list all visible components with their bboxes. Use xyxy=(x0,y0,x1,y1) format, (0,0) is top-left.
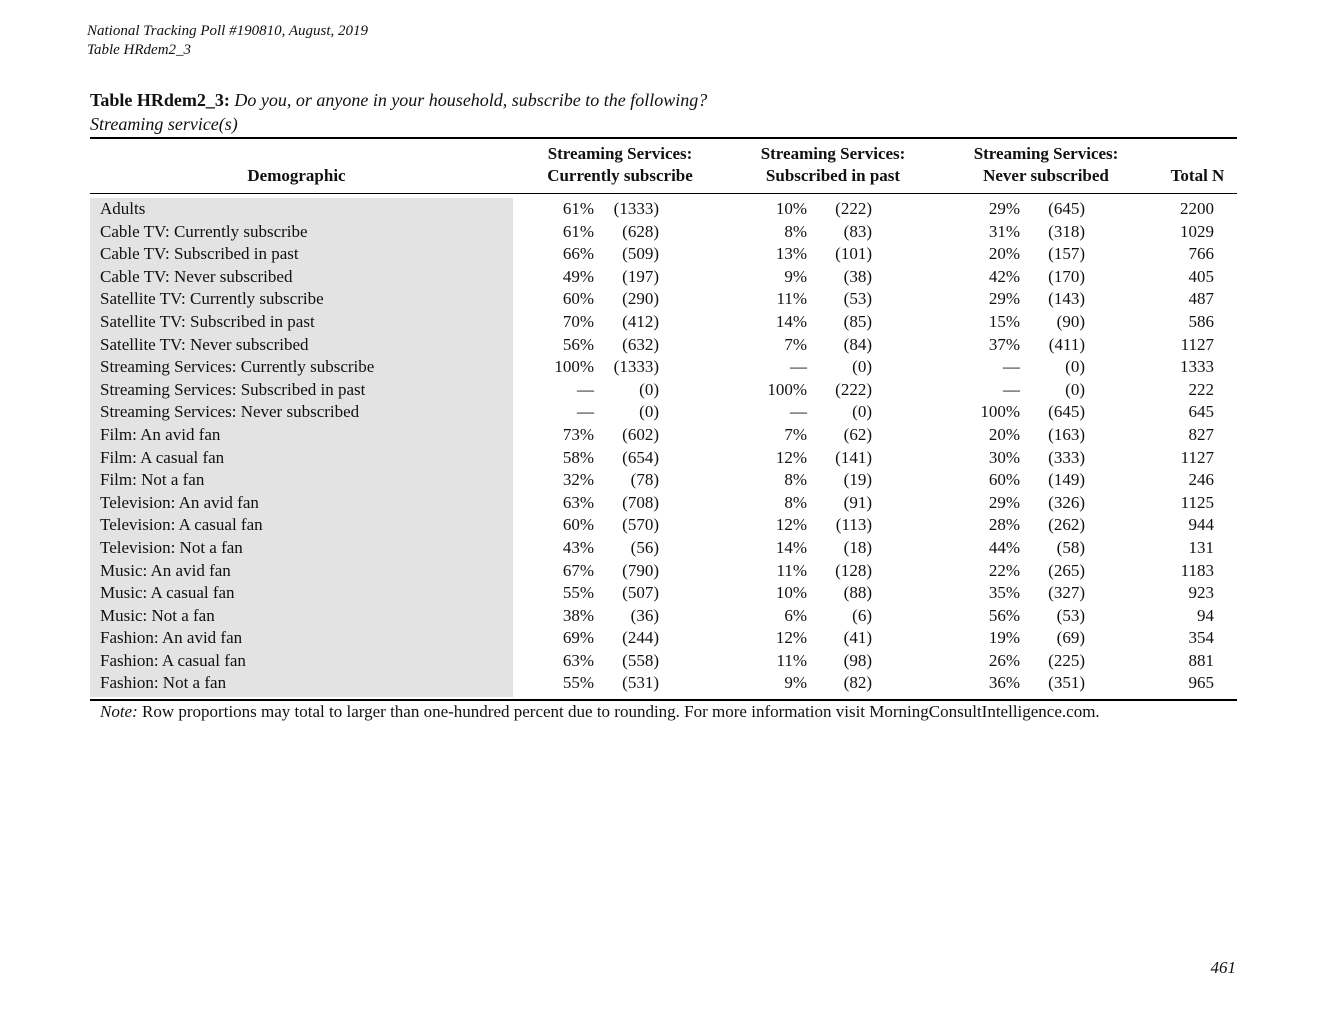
row-label: Cable TV: Never subscribed xyxy=(100,266,293,286)
cell-currently-n: (56) xyxy=(630,537,659,557)
cell-total-n: 766 xyxy=(1188,244,1214,264)
poll-title: National Tracking Poll #190810, August, 2019 xyxy=(87,23,368,39)
table-row xyxy=(90,243,1237,266)
cell-never-pct: 36% xyxy=(988,673,1020,693)
cell-past-n: (82) xyxy=(843,673,872,693)
cell-past-pct: — xyxy=(790,402,807,422)
cell-total-n: 1125 xyxy=(1180,492,1214,512)
cell-currently-pct: 55% xyxy=(562,673,594,693)
cell-currently-pct: 55% xyxy=(562,583,594,603)
cell-past-n: (41) xyxy=(843,628,872,648)
cell-past-pct: 7% xyxy=(784,424,807,444)
cell-never-n: (411) xyxy=(1048,334,1085,354)
cell-total-n: 246 xyxy=(1188,470,1214,490)
cell-past-n: (84) xyxy=(843,334,872,354)
cell-past-n: (222) xyxy=(835,379,872,399)
cell-past-pct: 8% xyxy=(784,470,807,490)
cell-never-pct: 20% xyxy=(988,244,1020,264)
table-row xyxy=(90,401,1237,424)
cell-currently-pct: 69% xyxy=(562,628,594,648)
col-header-currently-subscribe: Streaming Services: Currently subscribe xyxy=(547,144,693,185)
cell-past-n: (88) xyxy=(843,583,872,603)
cell-past-n: (113) xyxy=(835,515,872,535)
page-number: 461 xyxy=(1210,958,1236,977)
cell-past-pct: 12% xyxy=(775,447,807,467)
col-header-demographic: Demographic xyxy=(247,166,346,185)
col-header-subscribed-in-past: Streaming Services: Subscribed in past xyxy=(760,144,906,185)
row-label: Streaming Services: Never subscribed xyxy=(100,402,360,422)
table-row xyxy=(90,537,1237,560)
cell-past-n: (101) xyxy=(835,244,872,264)
cell-never-n: (262) xyxy=(1048,515,1085,535)
table-top-rule xyxy=(90,137,1237,139)
cell-never-pct: — xyxy=(1003,357,1020,377)
cell-past-n: (53) xyxy=(843,289,872,309)
cell-currently-n: (1333) xyxy=(613,357,659,377)
cell-currently-n: (36) xyxy=(630,605,659,625)
table-row xyxy=(90,447,1237,470)
cell-currently-n: (197) xyxy=(622,266,659,286)
table-row xyxy=(90,582,1237,605)
cell-never-n: (170) xyxy=(1048,266,1085,286)
cell-currently-pct: 66% xyxy=(562,244,594,264)
cell-currently-n: (654) xyxy=(622,447,659,467)
cell-total-n: 405 xyxy=(1188,266,1214,286)
row-label: Satellite TV: Never subscribed xyxy=(100,334,309,354)
note-text: Row proportions may total to larger than one-hundred percent due to rounding. For more information visit MorningConsultIntelligence.com. xyxy=(142,702,1100,721)
cell-past-pct: 10% xyxy=(775,199,807,218)
cell-past-n: (62) xyxy=(843,424,872,444)
table-row xyxy=(90,627,1237,650)
caption-subtitle: Streaming service(s) xyxy=(90,114,238,134)
cell-never-pct: 29% xyxy=(988,199,1020,218)
table-row xyxy=(90,266,1237,289)
cell-past-n: (18) xyxy=(843,537,872,557)
cell-never-pct: 29% xyxy=(988,289,1020,309)
row-label: Music: A casual fan xyxy=(100,583,235,603)
cell-never-pct: 60% xyxy=(988,470,1020,490)
cell-past-pct: 8% xyxy=(784,492,807,512)
cell-currently-pct: 56% xyxy=(562,334,594,354)
cell-past-n: (0) xyxy=(852,357,872,377)
row-label: Film: Not a fan xyxy=(100,470,205,490)
table-row xyxy=(90,469,1237,492)
cell-past-pct: 14% xyxy=(775,311,807,331)
cell-past-pct: 14% xyxy=(775,537,807,557)
cell-currently-n: (570) xyxy=(622,515,659,535)
cell-currently-pct: 67% xyxy=(562,560,594,580)
cell-currently-n: (632) xyxy=(622,334,659,354)
cell-past-n: (19) xyxy=(843,470,872,490)
cell-currently-pct: 60% xyxy=(562,515,594,535)
cell-never-pct: 44% xyxy=(988,537,1020,557)
cell-total-n: 586 xyxy=(1188,311,1214,331)
cell-total-n: 965 xyxy=(1188,673,1214,693)
cell-currently-n: (558) xyxy=(622,650,659,670)
table-row xyxy=(90,356,1237,379)
table-note xyxy=(100,701,1100,723)
row-label: Film: A casual fan xyxy=(100,447,225,467)
cell-never-pct: 20% xyxy=(988,424,1020,444)
row-label: Film: An avid fan xyxy=(100,424,221,444)
cell-never-pct: 15% xyxy=(988,311,1020,331)
cell-never-pct: 100% xyxy=(980,402,1020,422)
cell-total-n: 354 xyxy=(1188,628,1214,648)
cell-past-pct: 100% xyxy=(767,379,807,399)
cell-currently-pct: — xyxy=(577,402,594,422)
cell-past-pct: 6% xyxy=(784,605,807,625)
cell-currently-pct: 73% xyxy=(562,424,594,444)
cell-never-n: (225) xyxy=(1048,650,1085,670)
cell-past-n: (98) xyxy=(843,650,872,670)
row-label: Music: An avid fan xyxy=(100,560,231,580)
cell-never-n: (265) xyxy=(1048,560,1085,580)
cell-never-n: (645) xyxy=(1048,402,1085,422)
table-row xyxy=(90,605,1237,628)
header-rule xyxy=(90,193,1237,194)
cell-never-pct: 19% xyxy=(988,628,1020,648)
table-row xyxy=(90,424,1237,447)
cell-past-n: (0) xyxy=(852,402,872,422)
row-label: Satellite TV: Subscribed in past xyxy=(100,311,315,331)
cell-currently-pct: 32% xyxy=(562,470,594,490)
cell-never-pct: 42% xyxy=(988,266,1020,286)
caption-label: Table HRdem2_3: xyxy=(90,90,230,110)
cell-never-pct: 30% xyxy=(988,447,1020,467)
table-row xyxy=(90,492,1237,515)
table-row xyxy=(90,311,1237,334)
cell-never-pct: 31% xyxy=(988,221,1020,241)
cell-currently-pct: 58% xyxy=(562,447,594,467)
cell-past-pct: 8% xyxy=(784,221,807,241)
table-body xyxy=(90,198,1237,695)
cell-total-n: 2200 xyxy=(1180,199,1214,218)
cell-total-n: 94 xyxy=(1197,605,1214,625)
col-header-total-n: Total N xyxy=(1170,166,1225,185)
cell-never-n: (0) xyxy=(1065,357,1085,377)
table-row xyxy=(90,379,1237,402)
cell-never-pct: 56% xyxy=(988,605,1020,625)
cell-currently-pct: 63% xyxy=(562,650,594,670)
page-header xyxy=(87,22,368,60)
cell-currently-n: (412) xyxy=(622,311,659,331)
cell-never-n: (149) xyxy=(1048,470,1085,490)
cell-past-pct: 11% xyxy=(776,289,807,309)
cell-past-pct: 11% xyxy=(776,650,807,670)
cell-currently-n: (0) xyxy=(639,402,659,422)
cell-currently-pct: 61% xyxy=(562,199,594,218)
table-row xyxy=(90,650,1237,673)
cell-currently-pct: — xyxy=(577,379,594,399)
cell-currently-pct: 63% xyxy=(562,492,594,512)
cell-currently-n: (509) xyxy=(622,244,659,264)
cell-past-n: (128) xyxy=(835,560,872,580)
cell-past-pct: 12% xyxy=(775,628,807,648)
cell-past-n: (85) xyxy=(843,311,872,331)
cell-currently-pct: 61% xyxy=(562,221,594,241)
cell-past-pct: 13% xyxy=(775,244,807,264)
cell-total-n: 881 xyxy=(1188,650,1214,670)
cell-total-n: 645 xyxy=(1188,402,1214,422)
table-row xyxy=(90,672,1237,695)
row-label: Satellite TV: Currently subscribe xyxy=(100,289,324,309)
col-header-never-subscribed: Streaming Services: Never subscribed xyxy=(973,144,1119,185)
cell-past-pct: 9% xyxy=(784,266,807,286)
row-label: Fashion: A casual fan xyxy=(100,650,246,670)
cell-currently-n: (1333) xyxy=(613,199,659,218)
cell-currently-pct: 49% xyxy=(562,266,594,286)
note-label: Note: xyxy=(100,702,138,721)
cell-currently-pct: 43% xyxy=(562,537,594,557)
cell-past-pct: — xyxy=(790,357,807,377)
cell-never-n: (58) xyxy=(1056,537,1085,557)
cell-currently-n: (507) xyxy=(622,583,659,603)
cell-past-n: (6) xyxy=(852,605,872,625)
cell-currently-pct: 100% xyxy=(554,357,594,377)
cell-past-n: (38) xyxy=(843,266,872,286)
cell-currently-pct: 38% xyxy=(562,605,594,625)
cell-never-pct: 35% xyxy=(988,583,1020,603)
cell-currently-pct: 60% xyxy=(562,289,594,309)
row-label: Television: Not a fan xyxy=(100,537,243,557)
cell-total-n: 944 xyxy=(1188,515,1214,535)
table-row xyxy=(90,221,1237,244)
table-row xyxy=(90,334,1237,357)
cell-total-n: 1127 xyxy=(1180,334,1214,354)
table-row xyxy=(90,514,1237,537)
cell-never-pct: 29% xyxy=(988,492,1020,512)
row-label: Adults xyxy=(100,199,146,218)
cell-total-n: 1029 xyxy=(1180,221,1214,241)
cell-past-n: (222) xyxy=(835,199,872,218)
row-label: Streaming Services: Subscribed in past xyxy=(100,379,366,399)
cell-never-n: (163) xyxy=(1048,424,1085,444)
cell-never-n: (143) xyxy=(1048,289,1085,309)
cell-currently-pct: 70% xyxy=(562,311,594,331)
cell-currently-n: (628) xyxy=(622,221,659,241)
table-id: Table HRdem2_3 xyxy=(87,42,192,58)
cell-currently-n: (531) xyxy=(622,673,659,693)
row-label: Streaming Services: Currently subscribe xyxy=(100,357,375,377)
cell-never-pct: 37% xyxy=(988,334,1020,354)
row-label: Cable TV: Subscribed in past xyxy=(100,244,299,264)
cell-never-n: (327) xyxy=(1048,583,1085,603)
cell-never-n: (90) xyxy=(1056,311,1085,331)
cell-currently-n: (78) xyxy=(630,470,659,490)
cell-past-pct: 12% xyxy=(775,515,807,535)
cell-past-pct: 11% xyxy=(776,560,807,580)
cell-total-n: 827 xyxy=(1188,424,1214,444)
row-label: Television: An avid fan xyxy=(100,492,259,512)
cell-past-n: (91) xyxy=(843,492,872,512)
cell-never-pct: 26% xyxy=(988,650,1020,670)
cell-total-n: 923 xyxy=(1188,583,1214,603)
caption-question: Do you, or anyone in your household, subscribe to the following? xyxy=(234,90,708,110)
cell-never-n: (157) xyxy=(1048,244,1085,264)
cell-total-n: 1333 xyxy=(1180,357,1214,377)
row-label: Fashion: An avid fan xyxy=(100,628,243,648)
cell-never-n: (326) xyxy=(1048,492,1085,512)
row-label: Music: Not a fan xyxy=(100,605,215,625)
row-label: Television: A casual fan xyxy=(100,515,263,535)
cell-total-n: 131 xyxy=(1188,537,1214,557)
cell-past-n: (83) xyxy=(843,221,872,241)
cell-never-n: (645) xyxy=(1048,199,1085,218)
table-caption xyxy=(90,88,707,136)
cell-never-n: (53) xyxy=(1056,605,1085,625)
cell-never-n: (318) xyxy=(1048,221,1085,241)
table-row xyxy=(90,198,1237,221)
cell-never-n: (69) xyxy=(1056,628,1085,648)
row-label: Fashion: Not a fan xyxy=(100,673,227,693)
cell-past-n: (141) xyxy=(835,447,872,467)
cell-past-pct: 10% xyxy=(775,583,807,603)
row-label: Cable TV: Currently subscribe xyxy=(100,221,308,241)
cell-currently-n: (290) xyxy=(622,289,659,309)
cell-total-n: 487 xyxy=(1188,289,1214,309)
cell-currently-n: (0) xyxy=(639,379,659,399)
cell-total-n: 1183 xyxy=(1180,560,1214,580)
table-row xyxy=(90,560,1237,583)
cell-never-pct: 28% xyxy=(988,515,1020,535)
cell-currently-n: (790) xyxy=(622,560,659,580)
cell-currently-n: (244) xyxy=(622,628,659,648)
cell-total-n: 1127 xyxy=(1180,447,1214,467)
cell-currently-n: (602) xyxy=(622,424,659,444)
cell-currently-n: (708) xyxy=(622,492,659,512)
cell-past-pct: 9% xyxy=(784,673,807,693)
cell-never-pct: — xyxy=(1003,379,1020,399)
cell-past-pct: 7% xyxy=(784,334,807,354)
cell-never-pct: 22% xyxy=(988,560,1020,580)
cell-never-n: (333) xyxy=(1048,447,1085,467)
cell-never-n: (351) xyxy=(1048,673,1085,693)
cell-total-n: 222 xyxy=(1188,379,1214,399)
table-row xyxy=(90,288,1237,311)
cell-never-n: (0) xyxy=(1065,379,1085,399)
